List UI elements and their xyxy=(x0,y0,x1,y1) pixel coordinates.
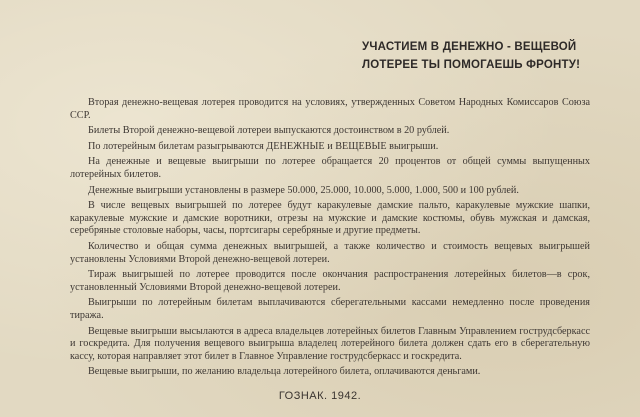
paragraph-5: Денежные выигрыши установлены в размере 50.000, 25.000, 10.000, 5.000, 1.000, 500 и 100 рублей. xyxy=(88,184,519,196)
paragraph-6: В числе вещевых выигрышей по лотерее будут каракулевые дамские пальто, каракулевые мужские шапки, каракулевые мужские и дамские воротники, отрезы на мужские и дамские костюмы, обувь мужская и дамская, серебряные столовые наборы, часы, портсигары серебряные и другие предметы. xyxy=(70,200,590,237)
headline-line-1: УЧАСТИЕМ В ДЕНЕЖНО - ВЕЩЕВОЙ xyxy=(362,41,577,53)
headline xyxy=(362,38,612,74)
paragraph-2: Билеты Второй денежно-вещевой лотереи выпускаются достоинством в 20 рублей. xyxy=(88,125,450,137)
paragraph-8: Тираж выигрышей по лотерее проводится после окончания распространения лотерейных билетов—в срок, установленный Условиями Второй денежно-вещевой лотереи. xyxy=(70,269,590,293)
paragraph-7: Количество и общая сумма денежных выигрышей, а также количество и стоимость вещевых выигрышей установлены Условиями Второй денежно-вещевой лотереи. xyxy=(70,240,590,265)
conditions-text xyxy=(70,97,590,382)
paragraph-1: Вторая денежно-вещевая лотерея проводится на условиях, утвержденных Советом Народных Комиссаров Союза ССР. xyxy=(70,97,590,121)
paragraph-10: Вещевые выигрыши высылаются в адреса владельцев лотерейных билетов Главным Управлением гострудсберкасс и госкредита. Для получения вещевого выигрыша владелец лотерейного билета должен сдать его в сберегательную кассу, которая направляет этот билет в Главное Управление гострудсберкасс и госкредита. xyxy=(70,325,590,362)
paragraph-4: На денежные и вещевые выигрыши по лотерее обращается 20 процентов от общей суммы выпущенных лотерейных билетов. xyxy=(70,156,590,180)
printer-imprint: ГОЗНАК. 1942. xyxy=(278,390,362,402)
headline-line-2: ЛОТЕРЕЕ ТЫ ПОМОГАЕШЬ ФРОНТУ! xyxy=(362,59,581,71)
paragraph-3: По лотерейным билетам разыгрываются ДЕНЕЖНЫЕ и ВЕЩЕВЫЕ выигрыши. xyxy=(88,140,439,152)
paragraph-11: Вещевые выигрыши, по желанию владельца лотерейного билета, оплачиваются деньгами. xyxy=(88,366,481,378)
paragraph-9: Выигрыши по лотерейным билетам выплачиваются сберегательными кассами немедленно после проведения тиража. xyxy=(70,297,590,321)
